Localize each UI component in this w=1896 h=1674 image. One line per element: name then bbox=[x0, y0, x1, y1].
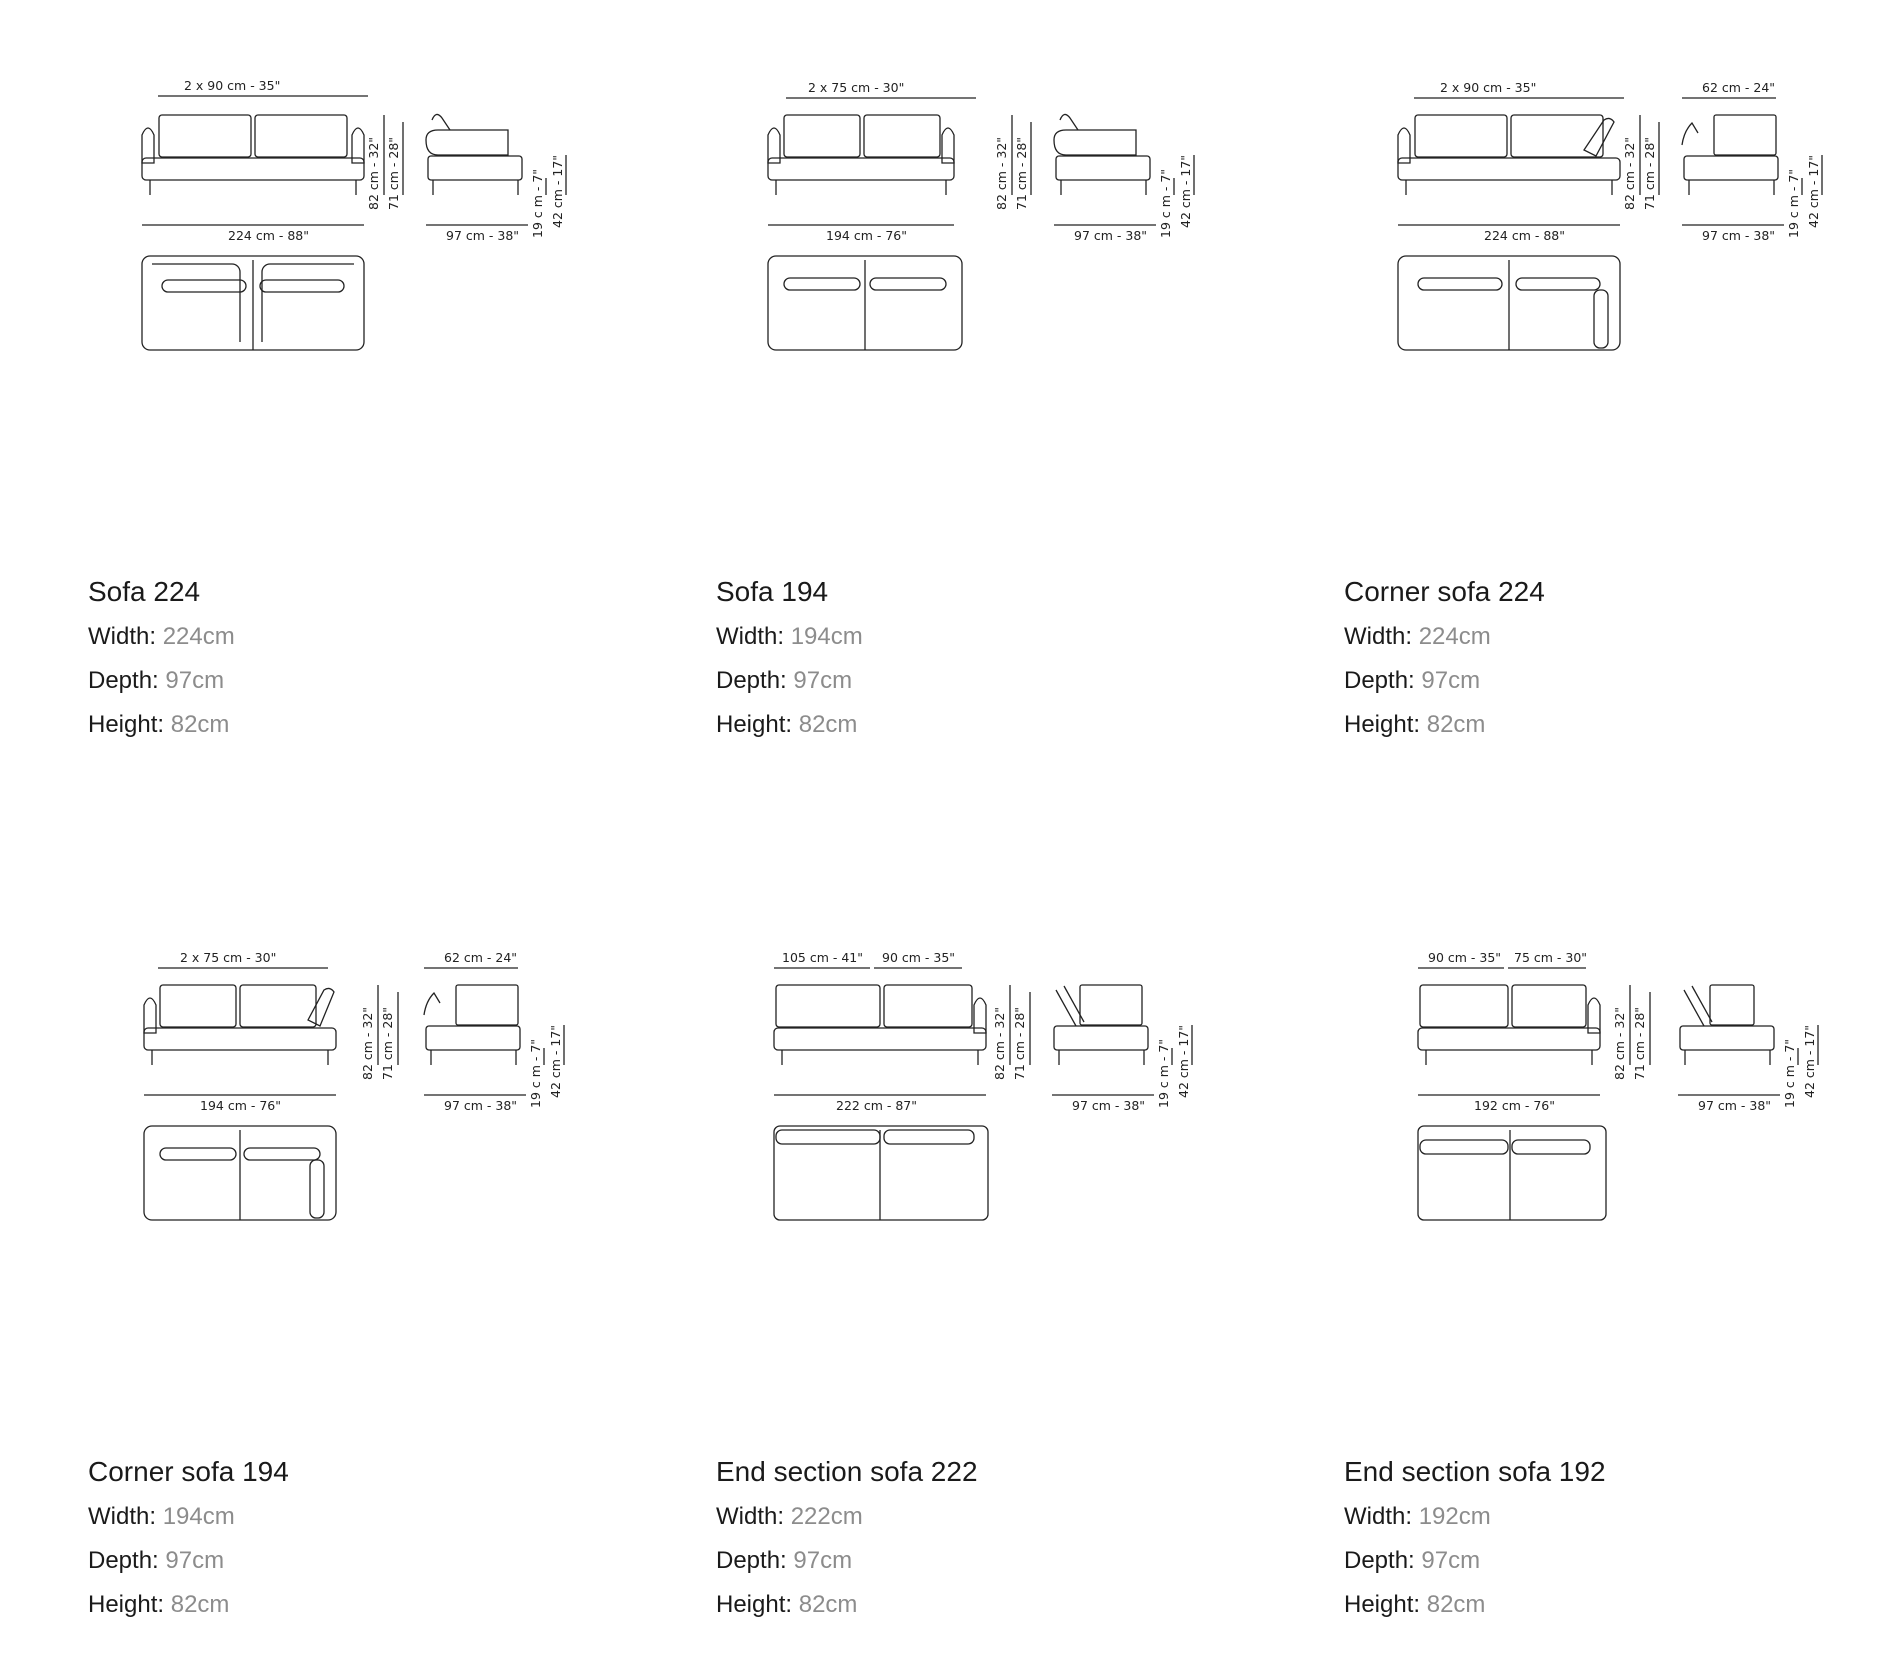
product-card-corner-sofa-224 bbox=[1344, 0, 1896, 760]
dim-height-1: 82 cm - 32" bbox=[992, 1006, 1007, 1080]
depth-label: Depth: bbox=[88, 667, 159, 694]
dim-side-h2: 42 cm - 17" bbox=[1802, 1024, 1817, 1098]
height-value: 82cm bbox=[798, 1591, 858, 1618]
width-value: 192cm bbox=[1418, 1503, 1491, 1530]
dim-top-label: 2 x 75 cm - 30" bbox=[808, 80, 905, 95]
depth-value: 97cm bbox=[165, 667, 225, 694]
product-card-sofa-224 bbox=[88, 0, 688, 760]
product-card-end-section-sofa-222 bbox=[716, 880, 1316, 1640]
dim-side-h2: 42 cm - 17" bbox=[1806, 154, 1821, 228]
height-label: Height: bbox=[1344, 711, 1421, 738]
dim-side-h1: 19 c m - 7" bbox=[1782, 1038, 1797, 1108]
height-value: 82cm bbox=[170, 711, 230, 738]
dim-top-label: 105 cm - 41" bbox=[782, 950, 863, 965]
dim-side-h1: 19 c m - 7" bbox=[1158, 168, 1173, 238]
dim-height-1: 82 cm - 32" bbox=[366, 136, 381, 210]
width-value: 224cm bbox=[1418, 623, 1491, 650]
depth-label: Depth: bbox=[1344, 667, 1415, 694]
height-label: Height: bbox=[716, 1591, 793, 1618]
dim-height-2: 71 cm - 28" bbox=[386, 136, 401, 210]
width-label: Width: bbox=[716, 1503, 785, 1530]
width-value: 222cm bbox=[790, 1503, 863, 1530]
product-title: End section sofa 222 bbox=[716, 1456, 978, 1487]
width-value: 194cm bbox=[790, 623, 863, 650]
height-label: Height: bbox=[1344, 1591, 1421, 1618]
dim-height-2: 71 cm - 28" bbox=[1014, 136, 1029, 210]
sofa-drawing-svg bbox=[1414, 930, 1896, 1290]
width-value: 194cm bbox=[162, 1503, 235, 1530]
dim-side-h1: 19 c m - 7" bbox=[528, 1038, 543, 1108]
height-label: Height: bbox=[716, 711, 793, 738]
dim-height-2: 71 cm - 28" bbox=[380, 1006, 395, 1080]
depth-value: 97cm bbox=[165, 1547, 225, 1574]
sofa-technical-drawing bbox=[138, 930, 738, 1290]
height-value: 82cm bbox=[798, 711, 858, 738]
dim-bottom-label: 222 cm - 87" bbox=[836, 1098, 917, 1113]
sofa-drawing-svg bbox=[766, 930, 1366, 1290]
sofa-drawing-svg bbox=[1384, 60, 1896, 420]
product-card-corner-sofa-194 bbox=[88, 880, 688, 1640]
dim-height-1: 82 cm - 32" bbox=[360, 1006, 375, 1080]
dim-side-bottom: 97 cm - 38" bbox=[444, 1098, 518, 1113]
depth-label: Depth: bbox=[1344, 1547, 1415, 1574]
width-label: Width: bbox=[1344, 1503, 1413, 1530]
depth-value: 97cm bbox=[793, 1547, 853, 1574]
dim-top2-label: 75 cm - 30" bbox=[1514, 950, 1588, 965]
dim-side-h2: 42 cm - 17" bbox=[1178, 154, 1193, 228]
dim-top2-label: 90 cm - 35" bbox=[882, 950, 956, 965]
sofa-technical-drawing bbox=[756, 60, 1356, 420]
dim-top-label: 90 cm - 35" bbox=[1428, 950, 1502, 965]
dim-bottom-label: 224 cm - 88" bbox=[228, 228, 309, 243]
product-title: End section sofa 192 bbox=[1344, 1456, 1606, 1487]
sofa-drawing-svg bbox=[128, 60, 728, 420]
height-label: Height: bbox=[88, 1591, 165, 1618]
product-title: Sofa 224 bbox=[88, 576, 201, 607]
depth-value: 97cm bbox=[793, 667, 853, 694]
depth-label: Depth: bbox=[716, 1547, 787, 1574]
product-card-sofa-194 bbox=[716, 0, 1316, 760]
dim-bottom-label: 192 cm - 76" bbox=[1474, 1098, 1555, 1113]
dim-side-h1: 19 c m - 7" bbox=[530, 168, 545, 238]
sofa-drawing-svg bbox=[138, 930, 738, 1290]
width-label: Width: bbox=[88, 623, 157, 650]
dim-height-2: 71 cm - 28" bbox=[1642, 136, 1657, 210]
width-label: Width: bbox=[1344, 623, 1413, 650]
dim-side-top: 62 cm - 24" bbox=[444, 950, 518, 965]
height-value: 82cm bbox=[170, 1591, 230, 1618]
dim-side-bottom: 97 cm - 38" bbox=[1698, 1098, 1772, 1113]
dim-bottom-label: 194 cm - 76" bbox=[826, 228, 907, 243]
sofa-drawing-svg bbox=[756, 60, 1356, 420]
dim-height-1: 82 cm - 32" bbox=[1622, 136, 1637, 210]
height-label: Height: bbox=[88, 711, 165, 738]
dim-side-bottom: 97 cm - 38" bbox=[1072, 1098, 1146, 1113]
product-title: Sofa 194 bbox=[716, 576, 829, 607]
dim-side-h2: 42 cm - 17" bbox=[550, 154, 565, 228]
dim-side-bottom: 97 cm - 38" bbox=[1702, 228, 1776, 243]
depth-value: 97cm bbox=[1421, 667, 1481, 694]
dim-height-1: 82 cm - 32" bbox=[994, 136, 1009, 210]
dim-side-h2: 42 cm - 17" bbox=[548, 1024, 563, 1098]
dim-top-label: 2 x 75 cm - 30" bbox=[180, 950, 277, 965]
sofa-technical-drawing bbox=[128, 60, 728, 420]
depth-label: Depth: bbox=[716, 667, 787, 694]
width-label: Width: bbox=[716, 623, 785, 650]
product-title: Corner sofa 224 bbox=[1344, 576, 1545, 607]
sofa-technical-drawing bbox=[1414, 930, 1896, 1290]
dim-side-h2: 42 cm - 17" bbox=[1176, 1024, 1191, 1098]
sofa-technical-drawing bbox=[766, 930, 1366, 1290]
product-card-end-section-sofa-192 bbox=[1344, 880, 1896, 1640]
width-label: Width: bbox=[88, 1503, 157, 1530]
height-value: 82cm bbox=[1426, 711, 1486, 738]
dim-side-top: 62 cm - 24" bbox=[1702, 80, 1776, 95]
depth-value: 97cm bbox=[1421, 1547, 1481, 1574]
dim-top-label: 2 x 90 cm - 35" bbox=[184, 78, 281, 93]
dim-height-1: 82 cm - 32" bbox=[1612, 1006, 1627, 1080]
dim-bottom-label: 194 cm - 76" bbox=[200, 1098, 281, 1113]
dim-top-label: 2 x 90 cm - 35" bbox=[1440, 80, 1537, 95]
dim-bottom-label: 224 cm - 88" bbox=[1484, 228, 1565, 243]
dim-height-2: 71 cm - 28" bbox=[1012, 1006, 1027, 1080]
product-title: Corner sofa 194 bbox=[88, 1456, 289, 1487]
sofa-technical-drawing bbox=[1384, 60, 1896, 420]
width-value: 224cm bbox=[162, 623, 235, 650]
dim-side-h1: 19 c m - 7" bbox=[1156, 1038, 1171, 1108]
dim-height-2: 71 cm - 28" bbox=[1632, 1006, 1647, 1080]
dim-side-bottom: 97 cm - 38" bbox=[1074, 228, 1148, 243]
dim-side-bottom: 97 cm - 38" bbox=[446, 228, 520, 243]
depth-label: Depth: bbox=[88, 1547, 159, 1574]
height-value: 82cm bbox=[1426, 1591, 1486, 1618]
dim-side-h1: 19 c m - 7" bbox=[1786, 168, 1801, 238]
